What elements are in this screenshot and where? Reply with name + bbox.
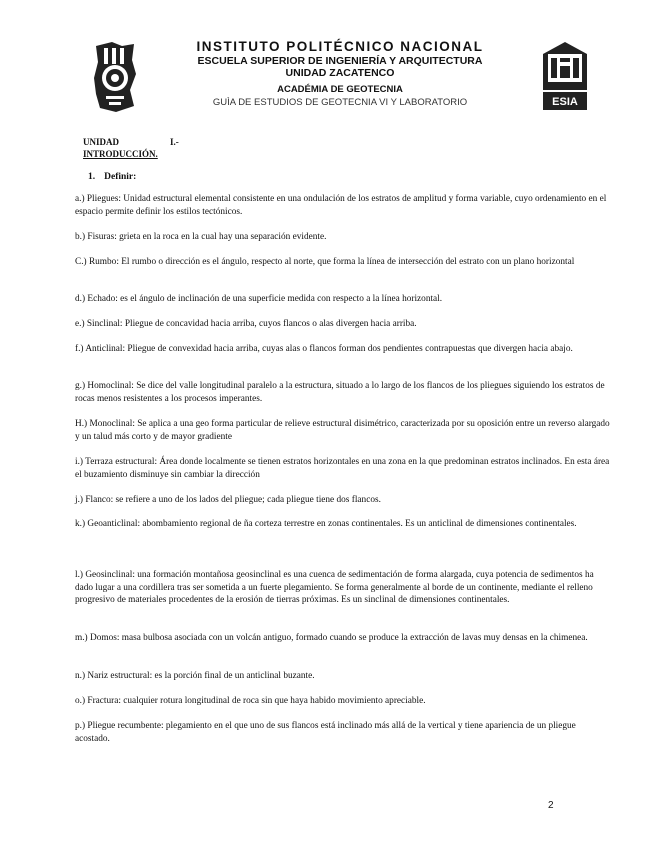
unit-label: UNIDAD — [83, 137, 119, 147]
definition-item: m.) Domos: masa bulbosa asociada con un volcán antiguo, formado cuando se produce la extracción de lavas muy densas en la chimenea. — [75, 633, 588, 643]
unit-number: I.- — [170, 137, 179, 147]
definition-item: H.) Monoclinal: Se aplica a una geo forma particular de relieve estructural disimétrico, caracterizada por su oposición entre un reverso alargado y un talud más corto y de mayor gradiente — [75, 419, 610, 442]
unit-subtitle: UNIDAD ZACATENCO — [285, 67, 395, 79]
definition-item: n.) Nariz estructural: es la porción final de un anticlinal buzante. — [75, 671, 315, 681]
section-title: Definir: — [104, 172, 137, 182]
svg-text:ESIA: ESIA — [552, 96, 578, 108]
guide-title: GUÌA DE ESTUDIOS DE GEOTECNIA VI Y LABORATORIO — [212, 97, 468, 108]
definition-item: i.) Terraza estructural: Área donde localmente se tienen estratos horizontales en una zona en la que predominan estratos inclinados. En esta área el buzamiento disminuye sin cambiar la dirección — [75, 457, 610, 480]
page-number: 2 — [548, 800, 554, 811]
definition-item: o.) Fractura: cualquier rotura longitudinal de roca sin que haya habido movimiento apreciable. — [75, 696, 426, 706]
definition-item: g.) Homoclinal: Se dice del valle longitudinal paralelo a la estructura, situado a lo largo de los flancos de los pliegues siguiendo los estratos de rocas menos resistentes a los procesos imperantes. — [75, 381, 605, 404]
definition-item: p.) Pliegue recumbente: plegamiento en el que uno de sus flancos está inclinado más allá de la vertical y tiene apariencia de un pliegue acostado. — [75, 721, 576, 744]
definition-item: b.) Fisuras: grieta en la roca en la cual hay una separación evidente. — [75, 232, 327, 242]
definition-item: C.) Rumbo: El rumbo o dirección es el ángulo, respecto al norte, que forma la línea de intersección del estrato con un plano horizontal — [75, 257, 575, 267]
ipn-logo-icon — [92, 40, 138, 114]
definition-item: f.) Anticlinal: Pliegue de convexidad hacia arriba, cuyas alas o flancos forman dos pendientes contrapuestas que divergen hacia abajo. — [75, 344, 573, 354]
definition-item: j.) Flanco: se refiere a uno de los lados del pliegue; cada pliegue tiene dos flancos. — [75, 495, 381, 505]
section-heading — [88, 172, 136, 182]
institution-title: INSTITUTO POLITÉCNICO NACIONAL — [196, 39, 484, 54]
school-title: ESCUELA SUPERIOR DE INGENIERÍA Y ARQUITECTURA — [197, 55, 483, 67]
definition-item: d.) Echado: es el ángulo de inclinación de una superficie medida con respecto a la línea horizontal. — [75, 294, 443, 304]
definition-item: l.) Geosinclinal: una formación montañosa geosinclinal es una cuenca de sedimentación de forma alargada, cuya potencia de sedimentos ha dado lugar a una cordillera tras ser sometida a un fuerte plegamiento. Se forma generalmente al borde de un continente, mediante el relleno progresivo de materiales procedentes de la erosión de tierras próximas. Es un sinclinal de dimensiones continentales. — [75, 570, 594, 605]
definition-item: e.) Sinclinal: Pliegue de concavidad hacia arriba, cuyos flancos o alas divergen hacia arriba. — [75, 319, 417, 329]
definition-item: k.) Geoanticlinal: abombamiento regional de ña corteza terrestre en zonas continentales. Es un anticlinal de dimensiones continentales. — [75, 519, 577, 529]
academy-title: ACADÉMIA DE GEOTECNIA — [277, 84, 403, 95]
esia-logo-icon — [541, 40, 589, 112]
unit-title: INTRODUCCIÓN. — [83, 149, 158, 159]
section-number: 1. — [88, 172, 96, 182]
definition-item: a.) Pliegues: Unidad estructural elemental consistente en una ondulación de los estratos de amplitud y forma variable, cuyo ordenamiento en el espacio permite definir los estilos tectónicos. — [75, 194, 607, 217]
